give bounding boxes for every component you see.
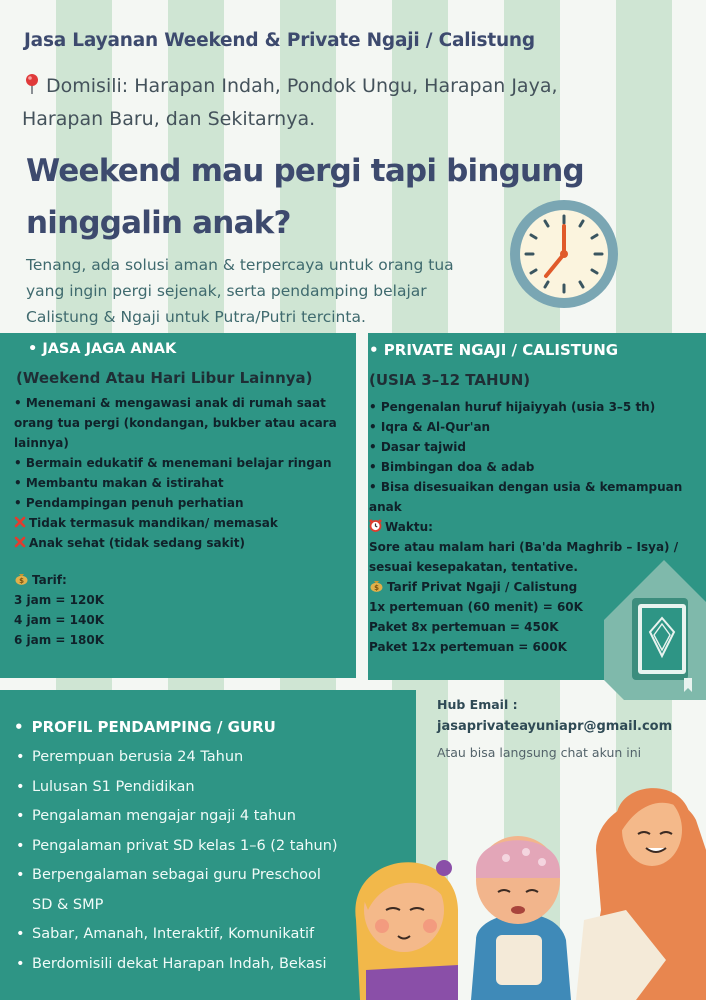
contact-email[interactable]: jasaprivateayuniapr@gmail.com [437, 719, 673, 734]
waktu-label: Waktu: [369, 517, 704, 537]
list-item: • Menemani & mengawasi anak di rumah saat [14, 396, 326, 410]
list-item: • Pengalaman mengajar ngaji 4 tahun [14, 802, 414, 832]
list-item: • Pengalaman privat SD kelas 1–6 (2 tahun) [14, 832, 414, 862]
tarif-row: 6 jam = 180K [14, 633, 104, 647]
tarif-row: 1x pertemuan (60 menit) = 60K [369, 600, 583, 614]
ngaji-heading: • PRIVATE NGAJI / CALISTUNG [369, 341, 619, 359]
list-item: • Lulusan S1 Pendidikan [14, 773, 414, 803]
list-item: • Membantu makan & istirahat [14, 476, 224, 490]
domicile-line-1: Domisili: Harapan Indah, Pondok Ungu, Harapan Jaya, [22, 70, 662, 103]
list-item: Tidak termasuk mandikan/ memasak [14, 513, 354, 533]
list-item: orang tua pergi (kondangan, bukber atau acara [14, 416, 337, 430]
jaga-anak-tarif [14, 570, 314, 650]
cross-mark-icon [14, 516, 26, 528]
page-title: Jasa Layanan Weekend & Private Ngaji / Calistung [24, 30, 535, 51]
list-item: • Berpengalaman sebagai guru Preschool [14, 861, 414, 891]
wall-clock-icon [506, 196, 622, 312]
boy-figure [471, 836, 571, 1000]
tarif-row: Paket 8x pertemuan = 450K [369, 620, 559, 634]
ngaji-subheading: (USIA 3–12 TAHUN) [369, 371, 531, 389]
list-item: lainnya) [14, 436, 69, 450]
svg-text:$: $ [19, 577, 24, 585]
round-pushpin-icon [22, 73, 42, 95]
list-item: • Iqra & Al-Qur'an [369, 420, 491, 434]
tarif-label: $ Tarif: [14, 570, 314, 590]
profil-heading: • PROFIL PENDAMPING / GURU [14, 718, 276, 736]
money-bag-icon [369, 578, 384, 592]
contact-note: Atau bisa langsung chat akun ini [437, 745, 642, 760]
jaga-anak-subheading: (Weekend Atau Hari Libur Lainnya) [16, 369, 313, 387]
money-bag-icon [14, 571, 29, 585]
list-item: • Pendampingan penuh perhatian [14, 496, 244, 510]
contact-label: Hub Email : [437, 697, 518, 712]
waktu-line: Sore atau malam hari (Ba'da Maghrib – Isya) / [369, 540, 679, 554]
list-item: • Bimbingan doa & adab [369, 460, 535, 474]
teacher-children-illustration [346, 760, 706, 1000]
list-item: • Bermain edukatif & menemani belajar ringan [14, 456, 332, 470]
jaga-anak-heading: • JASA JAGA ANAK [28, 341, 177, 357]
hero-headline: Weekend mau pergi tapi bingung ninggalin anak? [26, 153, 584, 241]
list-item: SD & SMP [32, 896, 104, 913]
tarif-row: Paket 12x pertemuan = 600K [369, 640, 567, 654]
tarif-label: $ Tarif Privat Ngaji / Calistung [369, 577, 704, 597]
list-item: • Sabar, Amanah, Interaktif, Komunikatif [14, 920, 414, 950]
list-item: • Dasar tajwid [369, 440, 466, 454]
girl-figure [355, 860, 458, 1000]
contact-block [437, 697, 672, 760]
alarm-clock-icon [369, 519, 382, 532]
list-item: anak [369, 500, 402, 514]
hero-intro: Tenang, ada solusi aman & terpercaya untuk orang tua yang ingin pergi sejenak, serta pendamping belajar Calistung & Ngaji untuk Putra/Putri tercinta. [26, 256, 454, 326]
quran-book-icon [604, 560, 706, 700]
list-item: • Perempuan berusia 24 Tahun [14, 743, 414, 773]
teacher-figure [576, 788, 706, 1000]
list-item: Anak sehat (tidak sedang sakit) [14, 533, 354, 553]
cross-mark-icon [14, 536, 26, 548]
waktu-line: sesuai kesepakatan, tentative. [369, 560, 578, 574]
domicile-line-2: Harapan Baru, dan Sekitarnya. [22, 108, 316, 130]
list-item: • Pengenalan huruf hijaiyyah (usia 3–5 th) [369, 400, 656, 414]
domicile-info [22, 70, 662, 136]
list-item: • Bisa disesuaikan dengan usia & kemampuan [369, 480, 683, 494]
tarif-row: 4 jam = 140K [14, 613, 104, 627]
svg-text:$: $ [374, 584, 379, 592]
jaga-anak-list [14, 393, 354, 553]
tarif-row: 3 jam = 120K [14, 593, 104, 607]
list-item: • Berdomisili dekat Harapan Indah, Bekasi [14, 950, 414, 980]
